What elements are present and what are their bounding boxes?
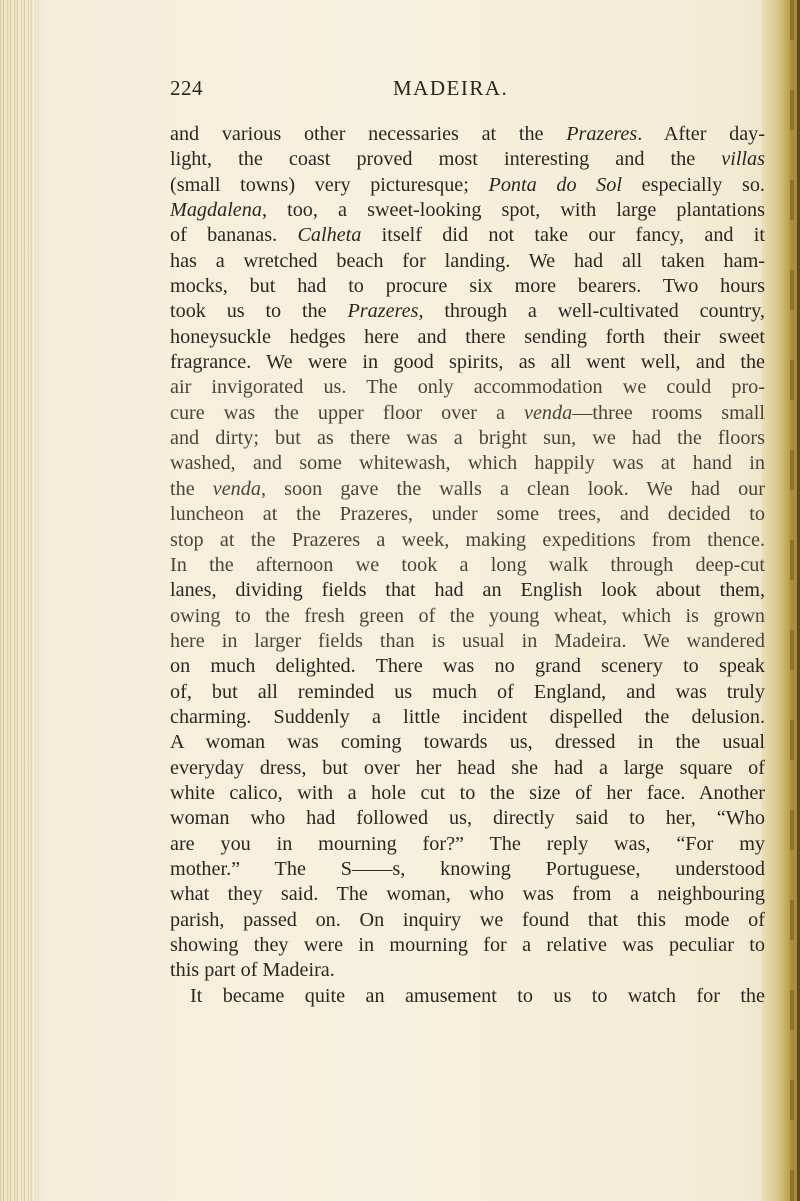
- running-head: MADEIRA.: [393, 76, 509, 100]
- text-line: on much delighted. There was no grand scenery to speak: [170, 655, 765, 678]
- text-line: honeysuckle hedges here and there sending forth their sweet: [170, 325, 765, 348]
- text-line: lanes, dividing fields that had an English look about them,: [170, 579, 765, 602]
- text-line: of, but all reminded us much of England, and was truly: [170, 680, 765, 703]
- text-line: woman who had followed us, directly said to her, “Who: [170, 807, 765, 830]
- text-line: are you in mourning for?” The reply was, “For my: [170, 832, 765, 855]
- binding-gutter: [0, 0, 46, 1201]
- text-line: light, the coast proved most interesting and the villas: [170, 148, 765, 171]
- text-line: charming. Suddenly a little incident dispelled the delusion.: [170, 705, 765, 728]
- text-line: It became quite an amusement to us to watch for the: [190, 984, 765, 1007]
- body-text: [170, 122, 765, 1009]
- text-line: the venda, soon gave the walls a clean look. We had our: [170, 477, 765, 500]
- text-line: Magdalena, too, a sweet-looking spot, with large plantations: [170, 199, 765, 222]
- text-line: In the afternoon we took a long walk through deep-cut: [170, 553, 765, 576]
- text-line: what they said. The woman, who was from a neighbouring: [170, 883, 765, 906]
- text-line: this part of Madeira.: [170, 959, 335, 982]
- text-line: parish, passed on. On inquiry we found that this mode of: [170, 908, 765, 931]
- text-line: white calico, with a hole cut to the size of her face. Another: [170, 781, 765, 804]
- gilt-page-edge: [762, 0, 800, 1201]
- text-line: (small towns) very picturesque; Ponta do Sol especially so.: [170, 173, 765, 196]
- text-line: owing to the fresh green of the young wheat, which is grown: [170, 604, 765, 627]
- text-line: mother.” The S——s, knowing Portuguese, understood: [170, 857, 765, 880]
- text-line: air invigorated us. The only accommodation we could pro-: [170, 376, 765, 399]
- text-line: showing they were in mourning for a relative was peculiar to: [170, 934, 765, 956]
- text-line: took us to the Prazeres, through a well-cultivated country,: [170, 300, 765, 323]
- text-line: cure was the upper floor over a venda—three rooms small: [170, 401, 765, 424]
- text-line: luncheon at the Prazeres, under some trees, and decided to: [170, 503, 765, 526]
- text-line: and dirty; but as there was a bright sun, we had the floors: [170, 427, 765, 450]
- text-line: and various other necessaries at the Prazeres. After day-: [170, 123, 765, 145]
- text-line: everyday dress, but over her head she had a large square of: [170, 756, 765, 779]
- page-header: [0, 76, 800, 106]
- text-line: stop at the Prazeres a week, making expeditions from thence.: [170, 528, 765, 551]
- text-line: mocks, but had to procure six more bearers. Two hours: [170, 275, 765, 298]
- text-line: has a wretched beach for landing. We had all taken ham-: [170, 249, 765, 272]
- text-line: here in larger fields than is usual in Madeira. We wandered: [170, 629, 765, 652]
- text-line: washed, and some whitewash, which happily was at hand in: [170, 452, 765, 475]
- text-line: A woman was coming towards us, dressed in the usual: [170, 731, 765, 754]
- text-line: fragrance. We were in good spirits, as all went well, and the: [170, 351, 765, 374]
- page-number: 224: [170, 76, 203, 100]
- text-line: of bananas. Calheta itself did not take our fancy, and it: [170, 224, 765, 247]
